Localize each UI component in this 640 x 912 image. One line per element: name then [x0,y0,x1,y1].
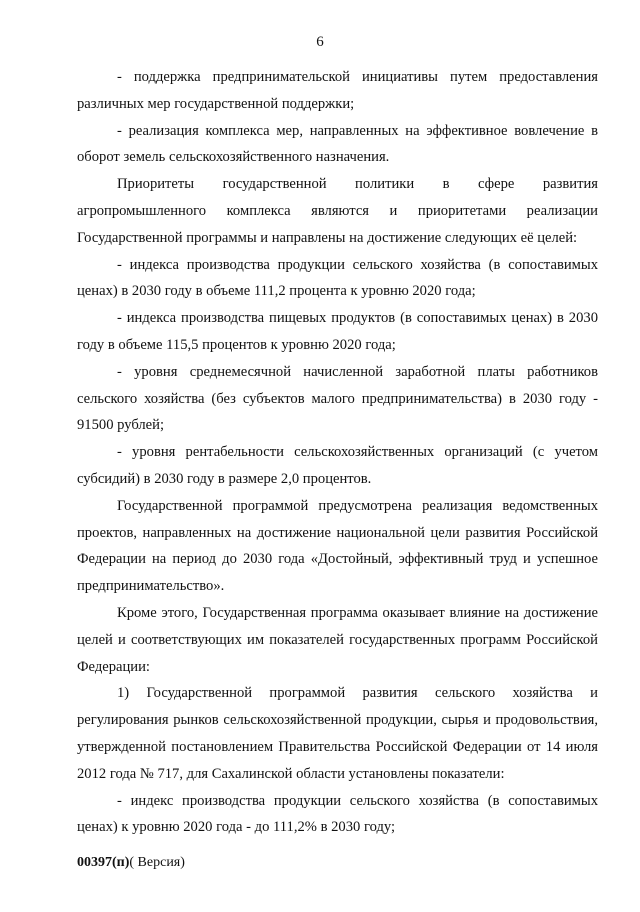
paragraph-agri-production-index: - индекса производства продукции сельского хозяйства (в сопоставимых ценах) в 2030 году в объеме 111,2 процента к уровню 2020 года; [77,256,598,300]
paragraph-priorities: Приоритеты государственной политики в сфере развития агропромышленного комплекса являются и приоритетами реализации Государственной программы и направлены на достижение следующих её целей: [77,176,598,246]
page-number: 6 [316,34,324,50]
document-body [77,64,598,841]
document-version-label: ( Версия) [129,855,185,870]
paragraph-federal-program-1: 1) Государственной программой развития сельского хозяйства и регулирования рынков сельскохозяйственной продукции, сырья и продовольствия, утвержденной постановлением Правительства Российской Федерации от 14 июля 2012 года № 717, для Сахалинской области установлены показатели: [77,685,598,782]
document-code: 00397(п) [77,855,130,870]
document-footer [77,855,185,871]
paragraph-support-initiative: - поддержка предпринимательской инициативы путем предоставления различных мер государственной поддержки; [77,69,598,112]
paragraph-indicator-production-index: - индекс производства продукции сельского хозяйства (в сопоставимых ценах) к уровню 2020 года - до 111,2% в 2030 году; [77,792,598,836]
paragraph-federal-programs: Кроме этого, Государственная программа оказывает влияние на достижение целей и соответствующих им показателей государственных программ Российской Федерации: [77,604,598,675]
paragraph-food-production-index: - индекса производства пищевых продуктов (в сопоставимых ценах) в 2030 году в объеме 115,5 процентов к уровню 2020 года; [77,310,598,353]
paragraph-profitability: - уровня рентабельности сельскохозяйственных организаций (с учетом субсидий) в 2030 году в размере 2,0 процентов. [77,444,598,487]
paragraph-wage-level: - уровня среднемесячной начисленной заработной платы работников сельского хозяйства (без субъектов малого предпринимательства) в 2030 году - 91500 рублей; [77,363,598,434]
paragraph-land-use: - реализация комплекса мер, направленных на эффективное вовлечение в оборот земель сельскохозяйственного назначения. [77,122,598,166]
paragraph-departmental-projects: Государственной программой предусмотрена реализация ведомственных проектов, направленных на достижение национальной цели развития Российской Федерации на период до 2030 года «Достойный, эффективный труд и успешное предпринимательство». [77,497,598,595]
